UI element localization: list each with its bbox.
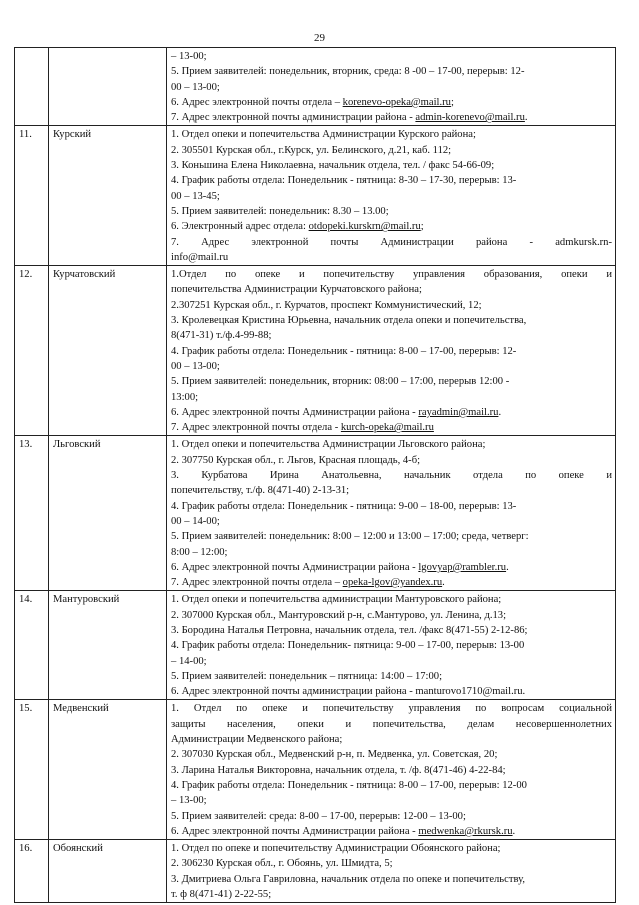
info-text: 8:00 – 12:00; (171, 546, 228, 558)
info-text: 2.307251 Курская обл., г. Курчатов, проспект Коммунистический, 12; (171, 299, 482, 311)
district-info (167, 591, 616, 700)
info-text: – 13-00; (171, 51, 207, 62)
info-text-tail: ; (450, 96, 454, 108)
email-link[interactable]: rayadmin@mail.ru (418, 406, 499, 418)
info-line (171, 545, 612, 560)
info-text: 3. Бородина Наталья Петровна, начальник отдела, тел. /факс 8(471-55) 2-12-86; (171, 624, 528, 636)
district-name: Мантуровский (49, 591, 167, 700)
info-line (171, 173, 612, 188)
info-text: 1. Отдел опеки и попечительства Администрации Льговского района; (171, 439, 486, 451)
info-text: 00 – 13-00; (171, 81, 220, 93)
district-info (167, 840, 616, 903)
district-info (167, 126, 616, 266)
page-number: 29 (314, 32, 325, 44)
info-line (171, 405, 612, 420)
info-text: 5. Прием заявителей: среда: 8-00 – 17-00, перерыв: 12-00 – 13-00; (171, 810, 466, 822)
info-line (171, 328, 612, 343)
info-line (171, 623, 612, 638)
info-text-tail: . (442, 577, 445, 589)
district-info (167, 266, 616, 436)
info-line (171, 872, 612, 887)
info-line (171, 763, 612, 778)
info-text: info@mail.ru (171, 251, 229, 263)
info-text: Администрации Медвенского района; (171, 734, 343, 746)
info-line (171, 437, 612, 452)
info-line (171, 514, 612, 529)
info-line (171, 143, 612, 158)
info-text-tail: . (506, 561, 509, 573)
info-text: 2. 305501 Курская обл., г.Курск, ул. Белинского, д.21, каб. 112; (171, 144, 452, 156)
info-text: 3. Дмитриева Ольга Гавриловна, начальник отдела по опеке и попечительству, (171, 873, 525, 885)
info-text: 7. Адрес электронной почты администрации района - (171, 112, 416, 124)
info-line (171, 453, 612, 468)
info-text-tail: . (512, 825, 516, 837)
info-line (171, 204, 612, 219)
info-line (171, 189, 612, 204)
info-text: 1. Отдел по опеке и попечительству Администрации Обоянского района; (171, 843, 501, 855)
email-link[interactable]: kurch-opeka@mail.ru (340, 422, 434, 434)
info-line (171, 841, 612, 856)
info-text: 7. Адрес электронной почты отдела – (171, 577, 343, 589)
info-line (171, 575, 612, 590)
info-text: 00 – 13-00; (171, 360, 220, 372)
info-text: 6. Адрес электронной почты Администрации района - (171, 825, 419, 837)
info-text: 5. Прием заявителей: понедельник – пятница: 14:00 – 17:00; (171, 670, 443, 682)
district-name: Курский (49, 126, 167, 266)
info-line (171, 701, 612, 716)
info-line (171, 732, 612, 747)
row-number: 11. (15, 126, 49, 266)
info-text: 00 – 13-45; (171, 190, 220, 202)
districts-table (14, 47, 616, 903)
info-line (171, 824, 612, 839)
email-link[interactable]: admin-korenevo@mail.ru (415, 112, 525, 124)
email-link[interactable]: medwenka@rkursk.ru (418, 825, 513, 837)
info-text: 6. Адрес электронной почты администрации района - manturovo1710@mail.ru. (171, 686, 526, 698)
district-name: Медвенский (49, 700, 167, 840)
info-text: 7. Адрес электронной почты отдела - (171, 422, 341, 434)
info-text: 6. Адрес электронной почты Администрации района - (171, 561, 419, 573)
info-text: 6. Электронный адрес отдела: (171, 221, 309, 233)
info-line (171, 298, 612, 313)
district-info (167, 700, 616, 840)
row-number: 14. (15, 591, 49, 700)
info-line (171, 267, 612, 282)
info-text-tail: ; (420, 221, 424, 233)
info-line (171, 592, 612, 607)
district-name (49, 48, 167, 126)
info-text: 4. График работы отдела: Понедельник- пятница: 9-00 – 17-00, перерыв: 13-00 (171, 640, 525, 652)
info-text: – 13-00; (171, 795, 207, 807)
info-text: 6. Адрес электронной почты Администрации района - (171, 406, 419, 418)
info-text: 3. Коньшина Елена Николаевна, начальник отдела, тел. / факс 54-66-09; (171, 160, 495, 172)
info-text: 2. 307750 Курская обл., г. Льгов, Красная площадь, 4-б; (171, 454, 421, 466)
info-text-tail: . (524, 112, 528, 124)
row-number: 12. (15, 266, 49, 436)
info-text: 2. 307030 Курская обл., Медвенский р-н, п. Медвенка, ул. Советская, 20; (171, 749, 498, 761)
info-text: попечительству, т./ф. 8(471-40) 2-13-31; (171, 485, 350, 497)
info-text: 5. Прием заявителей: понедельник, вторник, среда: 8 -00 – 17-00, перерыв: 12- (171, 66, 525, 78)
info-text: 00 – 14-00; (171, 515, 220, 527)
info-line (171, 529, 612, 544)
table-row (15, 48, 616, 126)
email-link[interactable]: lgovyap@rambler.ru (418, 561, 507, 573)
table-row (15, 591, 616, 700)
info-text: т. ф 8(471-41) 2-22-55; (171, 889, 272, 901)
info-text: 1.Отдел по опеке и попечительству управления образования, опеки и (171, 269, 612, 281)
info-line (171, 49, 612, 64)
info-text: 5. Прием заявителей: понедельник: 8.30 – 13.00; (171, 205, 389, 217)
info-line (171, 250, 612, 265)
info-text: 4. График работы отдела: Понедельник - пятница: 8-00 – 17-00, перерыв: 12-00 (171, 779, 527, 791)
info-line (171, 654, 612, 669)
info-line (171, 127, 612, 142)
info-line (171, 390, 612, 405)
info-text-tail: . (498, 406, 502, 418)
info-text: защиты населения, опеки и попечительства, делам несовершеннолетних (171, 718, 612, 730)
info-text: 3. Ларина Наталья Викторовна, начальник отдела, т. /ф. 8(471-46) 4-22-84; (171, 764, 506, 776)
info-text: 7. Адрес электронной почты Администрации района - admkursk.rn- (171, 236, 612, 248)
info-text: 5. Прием заявителей: понедельник, вторник: 08:00 – 17:00, перерыв 12:00 - (171, 376, 510, 388)
info-line (171, 856, 612, 871)
info-text: 8(471-31) т./ф.4-99-88; (171, 330, 272, 342)
email-link[interactable]: korenevo-opeka@mail.ru (342, 96, 451, 108)
district-name: Обоянский (49, 840, 167, 903)
info-text: 3. Курбатова Ирина Анатольевна, начальник отдела по опеке и (171, 470, 612, 482)
row-number: 15. (15, 700, 49, 840)
row-number: 16. (15, 840, 49, 903)
info-line (171, 344, 612, 359)
row-number (15, 48, 49, 126)
info-text: 2. 307000 Курская обл., Мантуровский р-н, с.Мантурово, ул. Ленина, д.13; (171, 609, 507, 621)
info-line (171, 359, 612, 374)
info-line (171, 778, 612, 793)
info-line (171, 793, 612, 808)
info-text: 6. Адрес электронной почты отдела – (171, 96, 343, 108)
info-line (171, 669, 612, 684)
info-line (171, 420, 612, 435)
district-info (167, 436, 616, 591)
info-line (171, 608, 612, 623)
district-name: Курчатовский (49, 266, 167, 436)
info-line (171, 158, 612, 173)
info-line (171, 809, 612, 824)
info-text: попечительства Администрации Курчатовского района; (171, 284, 422, 296)
info-line (171, 560, 612, 575)
table-row (15, 840, 616, 903)
info-line (171, 219, 612, 234)
info-text: 5. Прием заявителей: понедельник: 8:00 – 12:00 и 13:00 – 17:00; среда, четверг: (171, 531, 529, 543)
info-line (171, 374, 612, 389)
info-text: 1. Отдел по опеке и попечительству управления по вопросам социальной (171, 703, 612, 715)
info-text: – 14-00; (171, 655, 207, 667)
district-name: Льговский (49, 436, 167, 591)
info-text: 1. Отдел опеки и попечительства администрации Мантуровского района; (171, 594, 502, 606)
info-line (171, 887, 612, 902)
info-text: 3. Кролевецкая Кристина Юрьевна, начальник отдела опеки и попечительства, (171, 315, 527, 327)
table-row (15, 436, 616, 591)
info-text: 4. График работы отдела: Понедельник - пятница: 8-30 – 17-30, перерыв: 13- (171, 175, 517, 187)
email-link[interactable]: otdopeki.kurskrn@mail.ru (308, 221, 421, 233)
info-line (171, 468, 612, 483)
info-line (171, 483, 612, 498)
info-text: 4. График работы отдела: Понедельник - пятница: 9-00 – 18-00, перерыв: 13- (171, 500, 517, 512)
row-number: 13. (15, 436, 49, 591)
info-line (171, 313, 612, 328)
table-row (15, 266, 616, 436)
info-line (171, 282, 612, 297)
info-text: 13:00; (171, 391, 199, 403)
info-line (171, 499, 612, 514)
table-row (15, 126, 616, 266)
info-text: 4. График работы отдела: Понедельник - пятница: 8-00 – 17-00, перерыв: 12- (171, 345, 517, 357)
info-line (171, 80, 612, 95)
info-text: 2. 306230 Курская обл., г. Обоянь, ул. Шмидта, 5; (171, 858, 393, 870)
table-row (15, 700, 616, 840)
email-link[interactable]: opeka-lgov@yandex.ru (342, 577, 443, 589)
info-line (171, 747, 612, 762)
info-line (171, 638, 612, 653)
info-line (171, 684, 612, 699)
info-line (171, 95, 612, 110)
info-line (171, 64, 612, 79)
info-line (171, 235, 612, 250)
info-line (171, 110, 612, 125)
district-info (167, 48, 616, 126)
info-text: 1. Отдел опеки и попечительства Администрации Курского района; (171, 129, 476, 141)
info-line (171, 717, 612, 732)
